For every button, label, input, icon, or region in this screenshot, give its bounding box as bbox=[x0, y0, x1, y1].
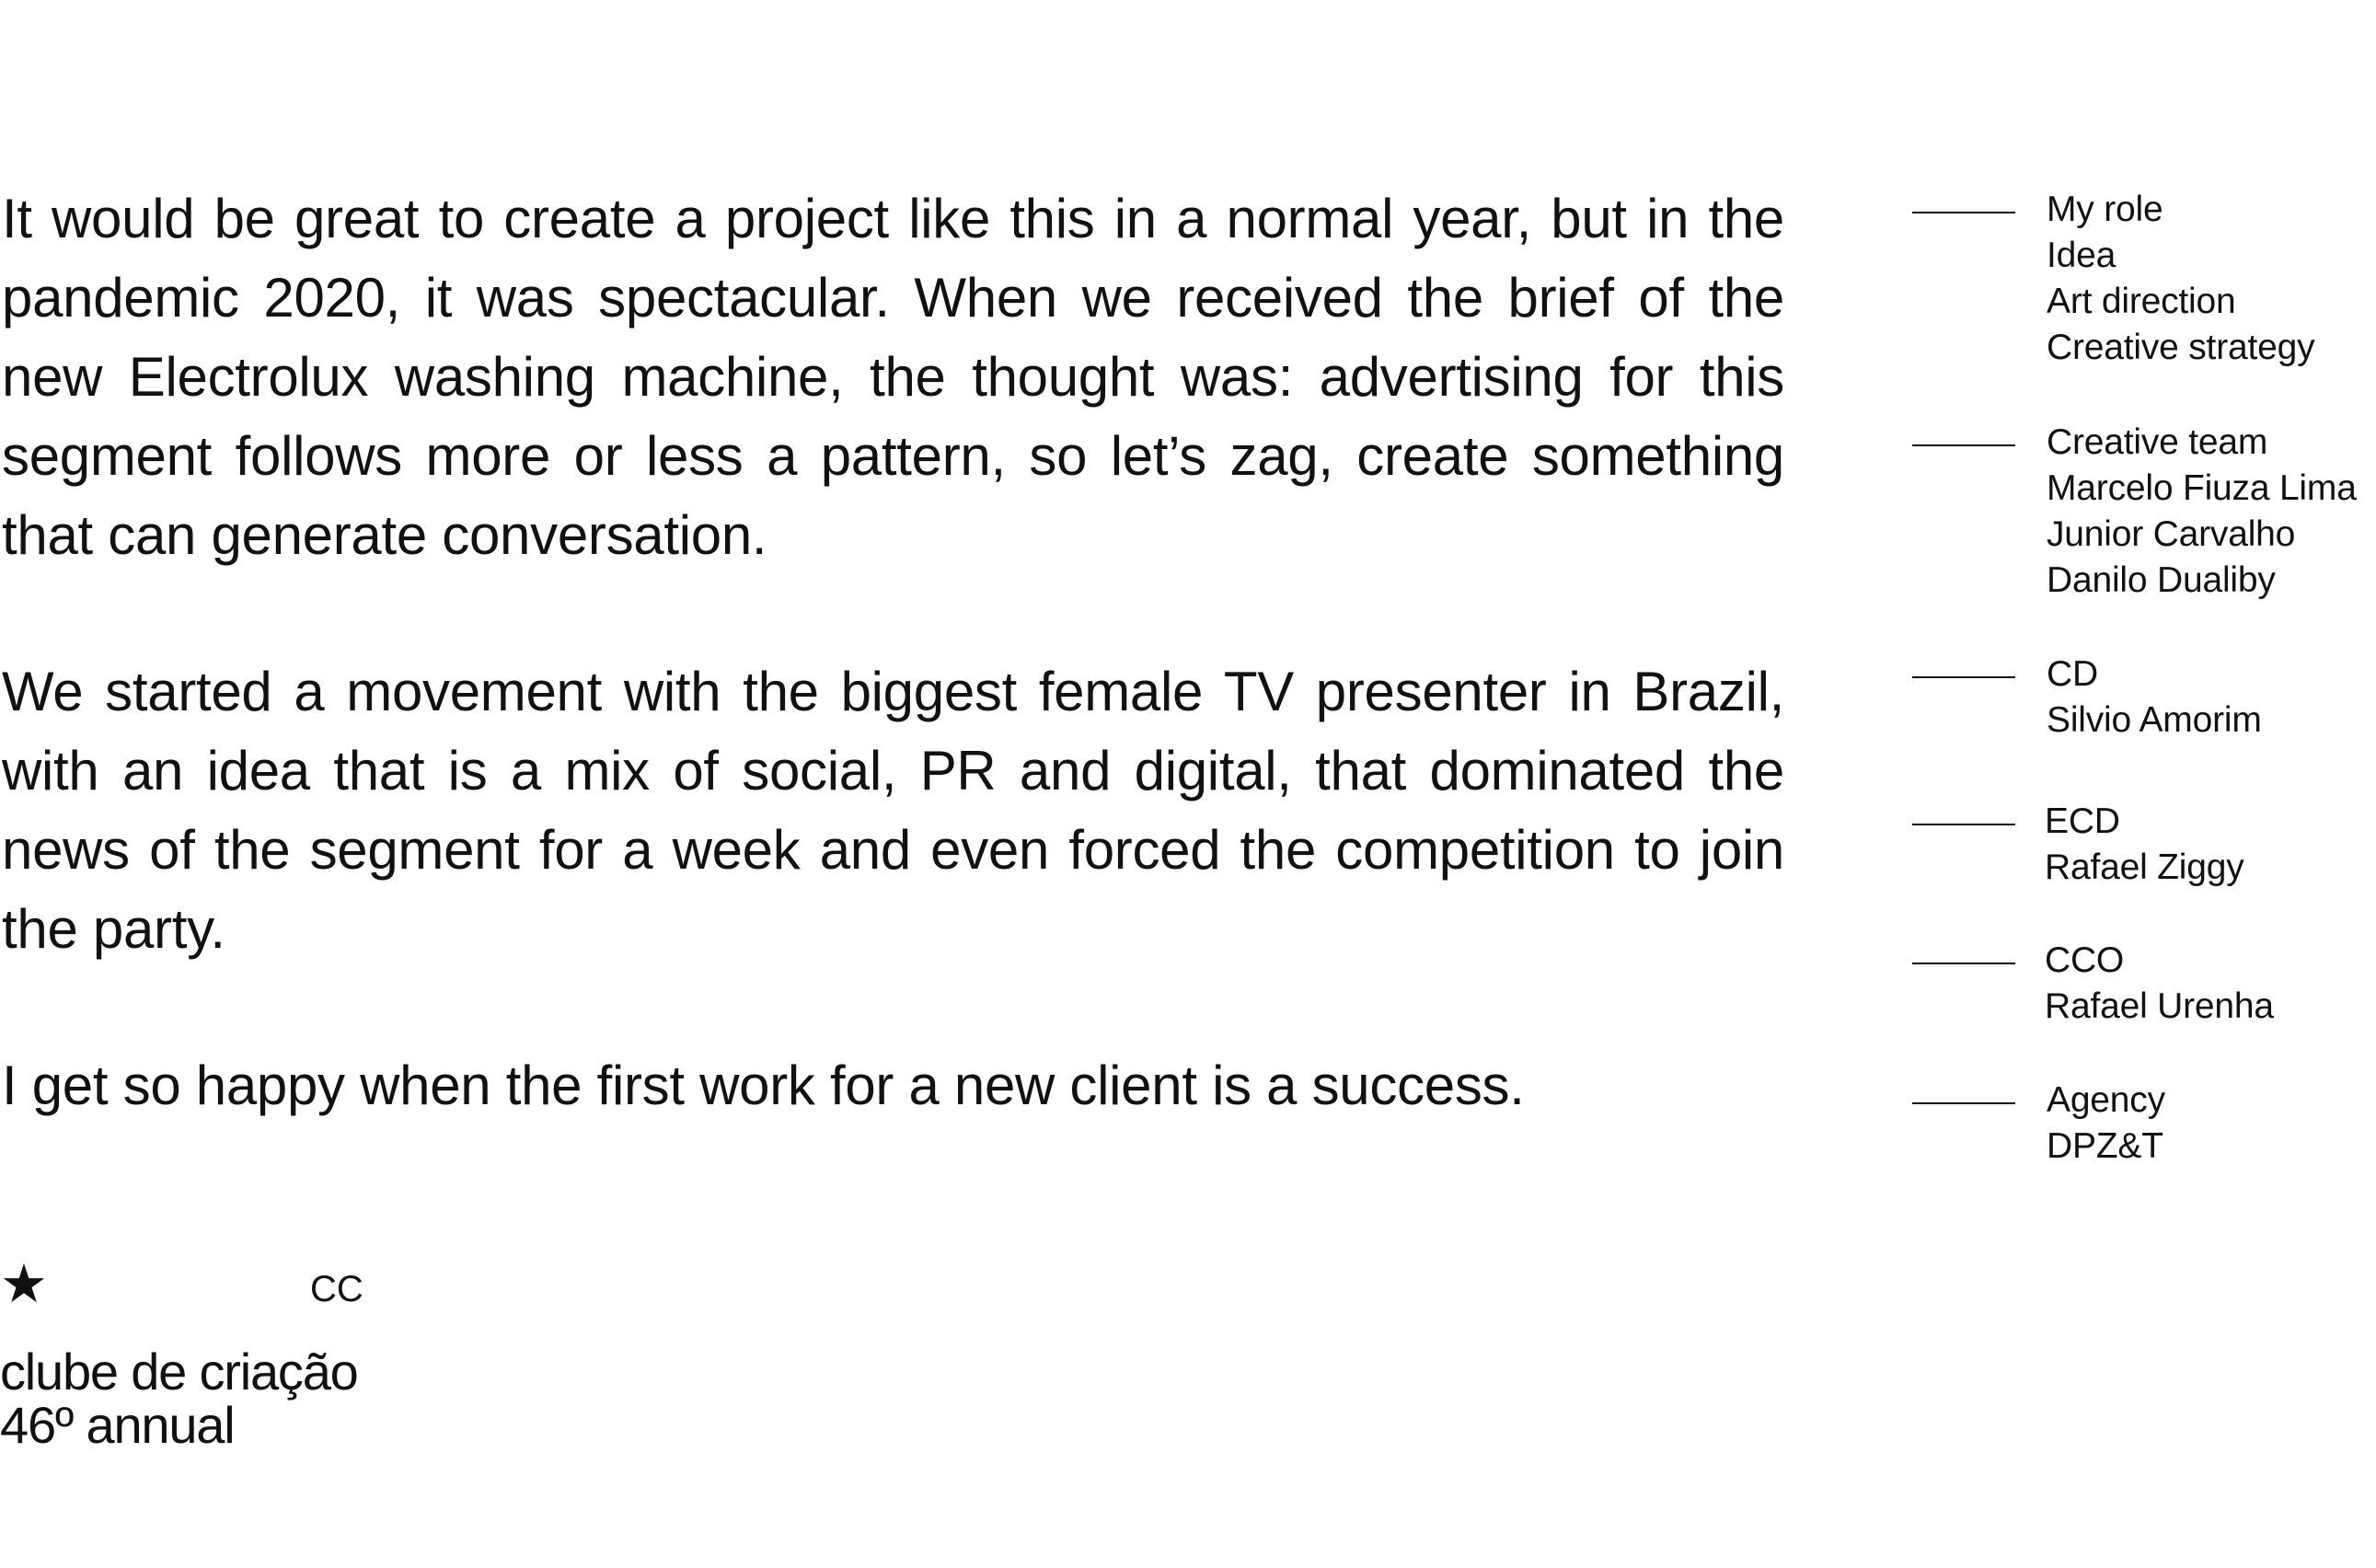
credit-divider bbox=[1912, 824, 2015, 825]
logo-name-line-2: 46º annual bbox=[0, 1396, 235, 1454]
credit-line-text: Silvio Amorim bbox=[2047, 700, 2262, 740]
credit-heading: Agency bbox=[2047, 1080, 2165, 1120]
credit-heading: Creative team bbox=[2047, 422, 2268, 462]
credit-line-text: Marcelo Fiuza Lima bbox=[2047, 468, 2357, 508]
credit-line-text: Idea bbox=[2047, 236, 2116, 275]
article-paragraph-2: We started a movement with the biggest female TV presenter in Brazil, with an idea that is a mix of social, PR and digital, that dominated the news of the segment for a week and even forced the competition to join the party. bbox=[2, 661, 1784, 960]
credit-divider bbox=[1912, 676, 2015, 678]
credit-line-text: Art direction bbox=[2047, 282, 2236, 321]
credit-heading: ECD bbox=[2045, 801, 2120, 841]
credit-line-text: Creative strategy bbox=[2047, 328, 2315, 367]
credit-line-text: Rafael Ziggy bbox=[2045, 847, 2244, 887]
main-article bbox=[2, 179, 1784, 1125]
logo-name-line-1: clube de criação bbox=[0, 1343, 358, 1401]
credit-heading: CD bbox=[2047, 654, 2098, 694]
star-icon: ★ bbox=[0, 1252, 48, 1315]
credit-line-text: Danilo Dualiby bbox=[2047, 560, 2276, 600]
credits-sidebar bbox=[1912, 0, 2376, 1568]
credit-heading: CCO bbox=[2045, 940, 2125, 980]
credit-line-text: Rafael Urenha bbox=[2045, 986, 2274, 1026]
logo-abbreviation: CC bbox=[310, 1269, 363, 1309]
credit-line-text: DPZ&T bbox=[2047, 1126, 2163, 1166]
logo-wordmark bbox=[0, 1345, 358, 1452]
credit-divider bbox=[1912, 212, 2015, 213]
credit-heading: My role bbox=[2047, 190, 2163, 229]
article-paragraph-3: I get so happy when the first work for a new client is a success. bbox=[2, 1055, 1525, 1116]
credit-divider bbox=[1912, 963, 2015, 964]
credit-divider bbox=[1912, 444, 2015, 446]
credit-divider bbox=[1912, 1102, 2015, 1104]
credit-line-text: Junior Carvalho bbox=[2047, 514, 2296, 554]
article-paragraph-1: It would be great to create a project like this in a normal year, but in the pandemic 2020, it was spectacular. When we received the brief of the new Electrolux washing machine, the thought was: advertising for this segment follows more or less a pattern, so let’s zag, create something that can generate conversation. bbox=[2, 188, 1784, 566]
